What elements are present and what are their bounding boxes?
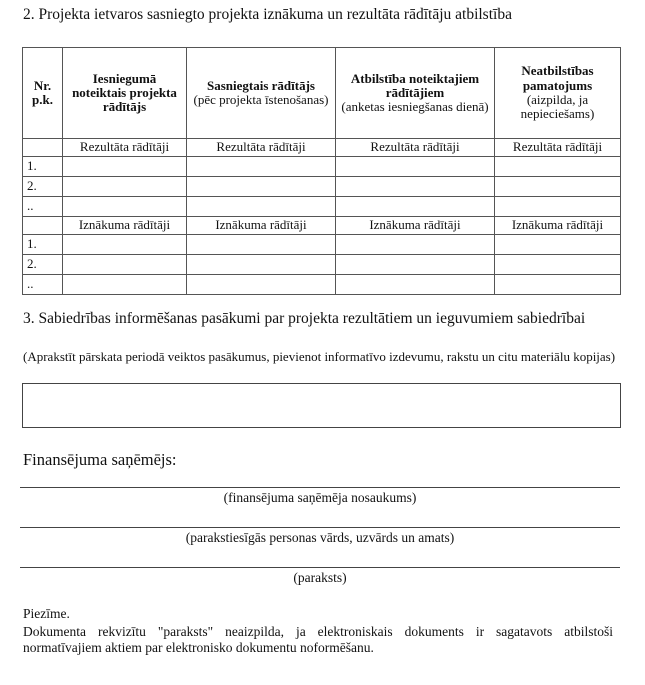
header-col4-bold: Neatbilstības pamatojums xyxy=(521,63,594,93)
header-col3-normal: (anketas iesniegšanas dienā) xyxy=(341,99,489,115)
table-cell[interactable] xyxy=(336,197,495,217)
header-col3-bold: Atbilstība noteiktajiem rādītājiem xyxy=(350,70,480,100)
table-cell[interactable] xyxy=(336,235,495,255)
result-label-3: Rezultāta rādītāji xyxy=(336,139,495,157)
result-subheader-row xyxy=(23,139,621,157)
table-row xyxy=(23,275,621,295)
table-cell[interactable] xyxy=(63,197,187,217)
header-col2-normal: (pēc projekta īstenošanas) xyxy=(193,92,329,107)
table-cell[interactable] xyxy=(63,235,187,255)
table-cell[interactable] xyxy=(495,177,621,197)
table-row xyxy=(23,177,621,197)
table-row xyxy=(23,197,621,217)
recipient-name-caption: (finansējuma saņēmēja nosaukums) xyxy=(223,490,417,505)
result-label-4: Rezultāta rādītāji xyxy=(495,139,621,157)
table-cell[interactable] xyxy=(495,255,621,275)
header-col4 xyxy=(495,48,621,139)
table-cell[interactable] xyxy=(187,177,336,197)
signature-line[interactable] xyxy=(20,567,620,568)
table-cell[interactable] xyxy=(187,157,336,177)
recipient-name-line[interactable] xyxy=(20,487,620,488)
indicators-table xyxy=(22,47,621,295)
result-label-2: Rezultāta rādītāji xyxy=(187,139,336,157)
table-row xyxy=(23,235,621,255)
output-label-4: Iznākuma rādītāji xyxy=(495,217,621,235)
table-cell[interactable] xyxy=(63,157,187,177)
measures-text-box[interactable] xyxy=(22,383,621,428)
row-number: 2. xyxy=(23,255,63,275)
header-nr: Nr. p.k. xyxy=(23,48,63,139)
table-cell[interactable] xyxy=(495,197,621,217)
result-label-1: Rezultāta rādītāji xyxy=(63,139,187,157)
row-number: 1. xyxy=(23,235,63,255)
table-cell[interactable] xyxy=(336,275,495,295)
table-cell[interactable] xyxy=(187,275,336,295)
table-cell[interactable] xyxy=(63,177,187,197)
output-label-3: Iznākuma rādītāji xyxy=(336,217,495,235)
output-subheader-row xyxy=(23,217,621,235)
table-cell[interactable] xyxy=(187,197,336,217)
table-cell[interactable] xyxy=(495,275,621,295)
header-col1 xyxy=(63,48,187,139)
row-number: 2. xyxy=(23,177,63,197)
note-heading: Piezīme. xyxy=(23,606,70,621)
table-cell[interactable] xyxy=(495,157,621,177)
header-col2 xyxy=(187,48,336,139)
signatory-caption: (parakstiesīgās personas vārds, uzvārds un amats) xyxy=(185,530,455,545)
signature-caption: (paraksts) xyxy=(293,570,347,585)
table-cell[interactable] xyxy=(187,255,336,275)
header-col2-bold: Sasniegtais rādītājs xyxy=(207,77,315,93)
signatory-line[interactable] xyxy=(20,527,620,528)
row-number: .. xyxy=(23,197,63,217)
table-row xyxy=(23,255,621,275)
table-cell[interactable] xyxy=(495,235,621,255)
table-header-row xyxy=(23,48,621,139)
table-cell[interactable] xyxy=(336,255,495,275)
table-cell[interactable] xyxy=(336,157,495,177)
table-cell[interactable] xyxy=(63,275,187,295)
output-label-2: Iznākuma rādītāji xyxy=(187,217,336,235)
note-text: Dokumenta rekvizītu "paraksts" neaizpilda, ja elektroniskais dokuments ir sagatavots atbilstoši normatīvajiem aktiem par elektronisko dokumentu noformēšanu. xyxy=(23,624,613,655)
header-col3 xyxy=(336,48,495,139)
section-2-title: 2. Projekta ietvaros sasniegto projekta iznākuma un rezultāta rādītāju atbilstība xyxy=(23,6,512,23)
output-label-1: Iznākuma rādītāji xyxy=(63,217,187,235)
header-col1-bold: Iesniegumā noteiktais projekta rādītājs xyxy=(72,70,177,115)
section-3-title: 3. Sabiedrības informēšanas pasākumi par projekta rezultātiem un ieguvumiem sabiedrībai xyxy=(23,310,586,327)
row-number: 1. xyxy=(23,157,63,177)
section-3-note: (Aprakstīt pārskata periodā veiktos pasākumus, pievienot informatīvo izdevumu, rakstu un citu materiālu kopijas) xyxy=(23,349,616,364)
header-col4-normal: (aizpilda, ja nepieciešams) xyxy=(520,92,595,122)
recipient-label: Finansējuma saņēmējs: xyxy=(23,450,177,469)
table-cell[interactable] xyxy=(336,177,495,197)
row-number: .. xyxy=(23,275,63,295)
table-cell[interactable] xyxy=(63,255,187,275)
table-cell[interactable] xyxy=(187,235,336,255)
table-row xyxy=(23,157,621,177)
